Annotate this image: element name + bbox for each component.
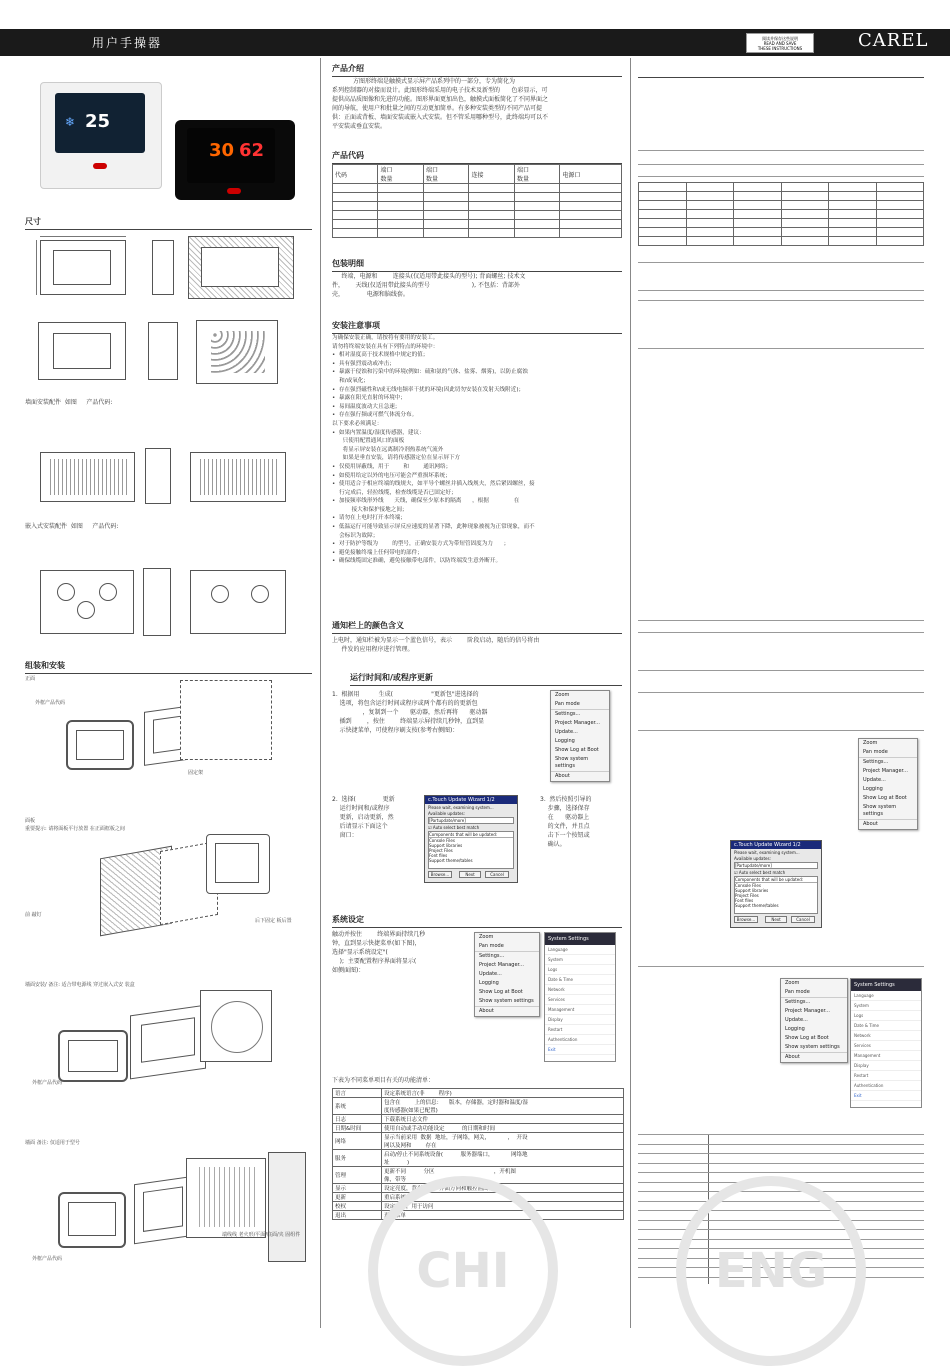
function-desc-cell: 使用自动或手动功能设定 的日期和时间: [382, 1124, 624, 1133]
black-terminal: [175, 120, 295, 200]
product-photo: [40, 72, 300, 202]
wall-section-drawing: [268, 1152, 306, 1262]
function-row: [333, 1150, 624, 1167]
intro-title: 产品介绍: [332, 63, 622, 77]
system-settings-title: System Settings: [851, 979, 921, 991]
sys-item-exit[interactable]: Exit: [851, 1091, 921, 1101]
packing-title: 包装明细: [332, 258, 622, 272]
code-header-3: 连接: [469, 165, 514, 184]
sys-item-restart[interactable]: Restart: [545, 1025, 615, 1035]
menu-zoom[interactable]: Zoom: [785, 980, 800, 986]
sys-item-authentication[interactable]: Authentication: [851, 1081, 921, 1091]
sys-item-exit[interactable]: Exit: [545, 1045, 615, 1055]
wizard-list-item: Console Files: [429, 838, 455, 843]
function-desc-cell: 包含在 上的信息： 版本，存储器，定时器和温度/湿 度传感器(如果已配置): [382, 1098, 624, 1115]
table-intro: 下表为不同菜单项目有关的功能清单：: [332, 1077, 435, 1084]
wall-box-drawing: [200, 990, 272, 1062]
function-row: [333, 1124, 624, 1133]
function-name-cell: 日期&时间: [333, 1124, 382, 1133]
menu-pan-mode[interactable]: Pan mode: [863, 749, 888, 755]
menu-pan-mode[interactable]: Pan mode: [479, 943, 504, 949]
embedded-kit-label: 嵌入式安装配件 如图 产品代码:: [25, 523, 119, 530]
function-name-cell: 校权: [333, 1202, 382, 1211]
flush-panel-drawing: [134, 1176, 194, 1244]
function-row: [333, 1098, 624, 1115]
embedded-box-back-drawing: [190, 570, 286, 634]
menu-settings[interactable]: Settings...: [551, 709, 609, 719]
rear-panel-drawing: [206, 834, 270, 894]
en-table-rule: [638, 1153, 924, 1154]
flush-box-drawing: [186, 1158, 266, 1238]
en-table-rule: [638, 1134, 924, 1135]
system-settings-title: System Settings: [545, 933, 615, 945]
dimensions-title: 尺寸: [25, 216, 312, 230]
terminal-label: 端线线 老火形/平面/底面/夹 固组件: [222, 1232, 301, 1238]
flush-frame-drawing: [58, 1192, 126, 1248]
screw-label: 前 敲钉: [25, 912, 42, 918]
front-view-drawing: [40, 240, 126, 295]
cutout-drawing: [188, 236, 294, 299]
wizard-list-item: Project Files: [429, 848, 453, 853]
wizard-select[interactable]: [Partupdate/more]: [428, 817, 514, 824]
en-table-rule: [638, 1144, 924, 1145]
menu-pan-mode[interactable]: Pan mode: [555, 701, 580, 707]
sys-item-restart[interactable]: Restart: [851, 1071, 921, 1081]
menu-show-log[interactable]: Show Log at Boot: [785, 1035, 829, 1041]
menu-project-manager[interactable]: Project Manager...: [863, 768, 908, 774]
chi-watermark: CHI: [368, 1176, 558, 1366]
wizard-component-list: [428, 831, 514, 869]
wizard-line-2: Available updates:: [734, 856, 771, 861]
outer-code-label: 外框产品代码: [35, 700, 66, 706]
sys-text: 触动并按住 终端界面持续几秒 钟，直到显示快捷菜单(如下图)， 选择"显示系统设定"( ); 主要配置程序界面将显示( 如侧面图)：: [332, 931, 426, 974]
menu-settings[interactable]: Settings...: [859, 757, 917, 767]
precautions-title: 安装注意事项: [332, 320, 622, 334]
function-desc-cell: 设定密码，用于访问: [382, 1202, 624, 1211]
step-1-text: 1. 根据用 生成( "更新包"进选择的 选项，将包含运行时间或程序或两个都有的的更新包 ，复制到一个 驱动器，然后再将 驱动器 插到 ，按住 终端显示屏持续几秒钟，直到显 示快捷菜单，可使程序刷支按(参考右侧图)：: [332, 691, 488, 734]
carel-mini-logo-icon: [227, 188, 241, 194]
back-note: 后下固定 板后置: [255, 918, 292, 924]
wall-label: 墙面 备注: 仅适用于型号: [25, 1140, 80, 1146]
sys-item-system[interactable]: System: [545, 955, 615, 965]
runtime-title: 运行时间和/或程序更新: [350, 672, 622, 686]
wizard-next-button[interactable]: Next: [765, 916, 787, 923]
notify-title: 通知栏上的颜色含义: [332, 620, 622, 634]
menu-show-system-settings[interactable]: Show system settings: [479, 998, 534, 1004]
device-temp-mid: 30: [209, 140, 235, 161]
menu-show-log[interactable]: Show Log at Boot: [479, 989, 523, 995]
sys-item-language[interactable]: Language: [545, 945, 615, 955]
menu-zoom[interactable]: Zoom: [479, 934, 494, 940]
support-label: 固定架: [188, 770, 204, 776]
important-note: 重要提示: 请将面板平行放置 在正面框板之间: [25, 826, 125, 832]
quick-menu-en: [858, 738, 918, 830]
code-header-2: 端口 数量: [423, 165, 468, 184]
sys-item-services[interactable]: Services: [545, 995, 615, 1005]
quick-menu-2: [474, 932, 540, 1017]
code-header-0: 代码: [333, 165, 378, 184]
function-name-cell: 更新: [333, 1193, 382, 1202]
wizard-list-item: Font files: [735, 898, 754, 903]
menu-settings[interactable]: Settings...: [475, 951, 539, 961]
wizard-line-1: Please wait, examining system...: [428, 805, 494, 810]
sys-item-display[interactable]: Display: [851, 1061, 921, 1071]
sys-item-authentication[interactable]: Authentication: [545, 1035, 615, 1045]
sys-item-services[interactable]: Services: [851, 1041, 921, 1051]
carel-logo: CAREL: [858, 30, 929, 51]
function-desc-cell: 重启系统: [382, 1193, 624, 1202]
wizard-list-title: Components that will be updated:: [735, 877, 817, 883]
side-view-drawing-2: [148, 322, 178, 380]
carel-mini-logo-icon: [93, 163, 107, 169]
column-divider-1: [320, 58, 321, 1328]
sys-item-network[interactable]: Network: [851, 1031, 921, 1041]
wall-kit-back-drawing: [190, 452, 286, 502]
wall-panel-drawing: [130, 1005, 206, 1080]
read-instructions-badge: [746, 33, 814, 53]
badge-line-1: 阅读并保存这些说明: [762, 36, 798, 41]
function-desc-cell: 更新不同 分区 ，开机图 像，带等: [382, 1167, 624, 1184]
menu-about[interactable]: About: [781, 1052, 847, 1062]
update-wizard-en: [730, 840, 822, 928]
intro-text: 方图形终端是触摸式显示屏产品系列中的一部分，专为简化为 系列控制器的对接而设计。此图形终端采用的电子技术及新型的 色彩显示，可 提供高品质图像和先进的功能。图形界面更加出色，触摸式面板简化了不同界面之 间的导航，使用户和批量之间的互动更加简单。有多种安装类型的不同产品可提 供：正面或背板、墙面安装或嵌入式安装。但不管采用哪种型号，此终端均可以不 平安装或垂直安装。: [332, 78, 549, 130]
function-row: [333, 1115, 624, 1124]
wizard-line-1: Please wait, examining system...: [734, 850, 800, 855]
embedded-box-drawing: [40, 570, 134, 634]
eng-watermark: ENG: [676, 1176, 866, 1366]
function-desc-cell: 显示当前采用 数据 地址，子网络，网关， ， 开设 网以及网和 存在: [382, 1133, 624, 1150]
code-header-1: 端口 数量: [378, 165, 423, 184]
wizard-list-item: Support theme/tables: [429, 858, 473, 863]
sys-item-date-time[interactable]: Date & Time: [545, 975, 615, 985]
function-row: [333, 1089, 624, 1098]
wall-kit-label: 墙面安装配件 如图 产品代码:: [25, 399, 113, 406]
wizard-list-item: Project Files: [735, 893, 759, 898]
outer-code-label-2: 外框产品代码: [32, 1080, 63, 1086]
function-name-cell: 管理: [333, 1167, 382, 1184]
wall-kit-drawing: [40, 452, 135, 502]
sys-item-management[interactable]: Management: [851, 1051, 921, 1061]
wizard-list-item: Font files: [429, 853, 448, 858]
menu-update[interactable]: Update...: [863, 777, 886, 783]
menu-show-system-settings[interactable]: Show system settings: [863, 804, 897, 817]
device-temp-right: 62: [239, 140, 265, 161]
function-name-cell: 服务: [333, 1150, 382, 1167]
menu-logging[interactable]: Logging: [785, 1026, 805, 1032]
function-desc-cell: 退出菜单: [382, 1211, 624, 1220]
wizard-line-2: Available updates:: [428, 811, 465, 816]
wizard-component-list: [734, 876, 818, 914]
thermometer-icon: ❄: [65, 115, 76, 129]
menu-zoom[interactable]: Zoom: [555, 692, 570, 698]
menu-project-manager[interactable]: Project Manager...: [479, 962, 524, 968]
update-wizard: [424, 795, 518, 883]
en-table-rule: [638, 1172, 924, 1173]
menu-show-log[interactable]: Show Log at Boot: [863, 795, 907, 801]
side-view-drawing: [152, 240, 174, 295]
menu-show-system-settings[interactable]: Show system settings: [555, 756, 589, 769]
code-title: 产品代码: [332, 150, 622, 164]
wizard-cancel-button[interactable]: Cancel: [791, 916, 815, 923]
menu-project-manager[interactable]: Project Manager...: [555, 720, 600, 726]
en-code-table: [638, 182, 924, 246]
notify-text: 上电时，通知栏被为显示一个蓝色信号，表示 阶段启动，随后的信号将由 件发的应用程序进行管理。: [332, 637, 540, 653]
wizard-browse-button[interactable]: Browse...: [734, 916, 758, 923]
menu-about[interactable]: About: [551, 771, 609, 781]
code-header-4: 端口 数量: [514, 165, 559, 184]
menu-logging[interactable]: Logging: [863, 786, 883, 792]
step-3-text: 3. 然后按照引导的 步骤，选择保存 在 驱动器上 的文件，并且点 击下一个按钮或 确认。: [540, 796, 592, 848]
wall-install-label: 墙面安装/ 备注: 适合带电源线 穿过嵌入式安 装盒: [25, 982, 135, 988]
sys-item-management[interactable]: Management: [545, 1005, 615, 1015]
wizard-auto-select[interactable]: ☑ Auto select best match: [428, 825, 480, 830]
sys-item-date-time[interactable]: Date & Time: [851, 1021, 921, 1031]
wizard-select[interactable]: [Partupdate/more]: [734, 862, 818, 869]
menu-settings[interactable]: Settings...: [781, 997, 847, 1007]
product-code-table: [332, 164, 622, 238]
embedded-box-side-drawing: [143, 568, 171, 636]
system-settings-panel-en: [850, 978, 922, 1108]
front-label: 正面: [25, 676, 36, 682]
sys-item-logs[interactable]: Logs: [545, 965, 615, 975]
menu-about[interactable]: About: [475, 1006, 539, 1016]
function-desc-cell: 设定系统语言(非 程序): [382, 1089, 624, 1098]
wizard-next-button[interactable]: Next: [459, 871, 481, 878]
wizard-check-label: Auto select best match: [432, 825, 480, 830]
en-table-rule: [638, 1163, 924, 1164]
code-header-5: 电源口: [560, 165, 622, 184]
menu-update[interactable]: Update...: [555, 729, 578, 735]
device-temp-left: 25: [85, 111, 111, 132]
function-name-cell: 退出: [333, 1211, 382, 1220]
sys-item-logs[interactable]: Logs: [851, 1011, 921, 1021]
wizard-title: c.Touch Update Wizard 1/2: [731, 841, 821, 849]
precautions-text: 为确保安装正确，请按将有要用的安装工。 请勿将终端安装在具有下列特点的环境中： • 相对湿度高于技术规格中规定的值； • 具有强烈震动或冲击； • 暴露于侵蚀和污染中的环境(例如：硫和氨的气体、盐雾、烟雾)，以防止腐蚀 和/或氧化； • 存在强烈磁性和/或无线电频率干扰的环境(因此切勿安装在发射天线附近)； • 暴露在阳光直射的环境中； • 易间温度波动大且急速； • 存在强行频或可燃气体流分布。 以下要求必须满足： • 如果内置温度/湿度传感器，建议： 只使用配置通风口的面板 将显示屏安装在远离制冷剂热系统气流外 如果是垂直安装，请将传感器定位在显示屏下方 • 仅使用屏蔽线，用于 和 通讯网络； • 如使用给定以外的电压可能会严重损坏系统； • 使用适合于相应终端的线规夫，如平导个螺丝并插入线规夫，然后紧固螺丝，接 行完成后，轻拉线缆，检查线缆是否已固定好； • 加接频率线形外线 天线，确保至少原本的隔离 ，根据 在 接大和保护接地之间； • 请勿在上电时打开本终端； • 低温运行可能导致显示屏反应速度的显著下降，此种现象被视为正常现象，而不 会标识为故障； • 对于防护等级为 的型号，正确安装方式为带短管固度为力 ； • 避免接触终端上任何带电的部件； • 确保线缆固定准确，避免接触带电部件，以防终端发生意外断开。: [332, 335, 535, 565]
function-name-cell: 系统: [333, 1098, 382, 1115]
wizard-title: c.Touch Update Wizard 1/2: [425, 796, 517, 804]
wizard-browse-button[interactable]: Browse...: [428, 871, 452, 878]
function-name-cell: 日志: [333, 1115, 382, 1124]
function-name-cell: 语言: [333, 1089, 382, 1098]
wizard-list-item: Support libraries: [429, 843, 463, 848]
menu-pan-mode[interactable]: Pan mode: [785, 989, 810, 995]
function-desc-cell: 设定亮度，背光超时，界面方向和触控画面校准: [382, 1184, 624, 1193]
quick-menu: [550, 690, 610, 782]
step-2-text: 2. 选择( 更新 运行时间和/或程序 更新，启动更新，然 后请显示下面这个 窗口：: [332, 796, 395, 839]
function-desc-cell: 下载系统日志文件: [382, 1115, 624, 1124]
wizard-list-item: Support theme/tables: [735, 903, 779, 908]
sys-item-system[interactable]: System: [851, 1001, 921, 1011]
back-view-drawing: [196, 320, 278, 384]
menu-project-manager[interactable]: Project Manager...: [785, 1008, 830, 1014]
wall-frame-drawing: [58, 1030, 128, 1082]
quick-menu-en-2: [780, 978, 848, 1063]
function-name-cell: 网络: [333, 1133, 382, 1150]
wall-kit-side-drawing: [145, 448, 171, 504]
sys-item-language[interactable]: Language: [851, 991, 921, 1001]
white-terminal: [40, 82, 162, 189]
panel-label: 面板: [25, 818, 36, 824]
wizard-list-item: Support libraries: [735, 888, 769, 893]
wizard-auto-select[interactable]: ☑ Auto select best match: [734, 870, 786, 875]
menu-logging[interactable]: Logging: [555, 738, 575, 744]
function-row: [333, 1133, 624, 1150]
menu-logging[interactable]: Logging: [479, 980, 499, 986]
sys-title: 系统设定: [332, 914, 622, 928]
page-title: 用户手操器: [92, 36, 163, 50]
column-divider-2: [630, 58, 631, 1328]
menu-show-log[interactable]: Show Log at Boot: [555, 747, 599, 753]
wizard-list-item: Console Files: [735, 883, 761, 888]
sys-item-display[interactable]: Display: [545, 1015, 615, 1025]
function-name-cell: 显示: [333, 1184, 382, 1193]
assembly-title: 组装和安装: [25, 660, 312, 674]
badge-line-2: READ AND SAVE: [763, 41, 797, 46]
menu-show-system-settings[interactable]: Show system settings: [785, 1044, 840, 1050]
wizard-list-title: Components that will be updated:: [429, 832, 513, 838]
front-view-drawing-2: [38, 322, 126, 380]
outer-code-label-3: 外框产品代码: [32, 1256, 63, 1262]
menu-update[interactable]: Update...: [785, 1017, 808, 1023]
badge-line-3: THESE INSTRUCTIONS: [757, 46, 803, 51]
sys-item-network[interactable]: Network: [545, 985, 615, 995]
menu-about[interactable]: About: [859, 819, 917, 829]
packing-text: 终端，电源和 连接头(仅适用带此接头的型号); 背面螺丝; 技术文 件， 天线(仅适用带此接头的型号 ), 不包括：背部外 壳， 电源和脑线套。: [332, 273, 526, 298]
front-frame-drawing: [66, 720, 134, 770]
menu-update[interactable]: Update...: [479, 971, 502, 977]
menu-zoom[interactable]: Zoom: [863, 740, 878, 746]
function-desc-cell: 启动/停止不同系统设备( 服务器端口， 网络地 址 ): [382, 1150, 624, 1167]
wizard-cancel-button[interactable]: Cancel: [485, 871, 509, 878]
system-settings-panel: [544, 932, 616, 1062]
wizard-check-label: Auto select best match: [738, 870, 786, 875]
panel-cutout-drawing: [180, 680, 272, 760]
